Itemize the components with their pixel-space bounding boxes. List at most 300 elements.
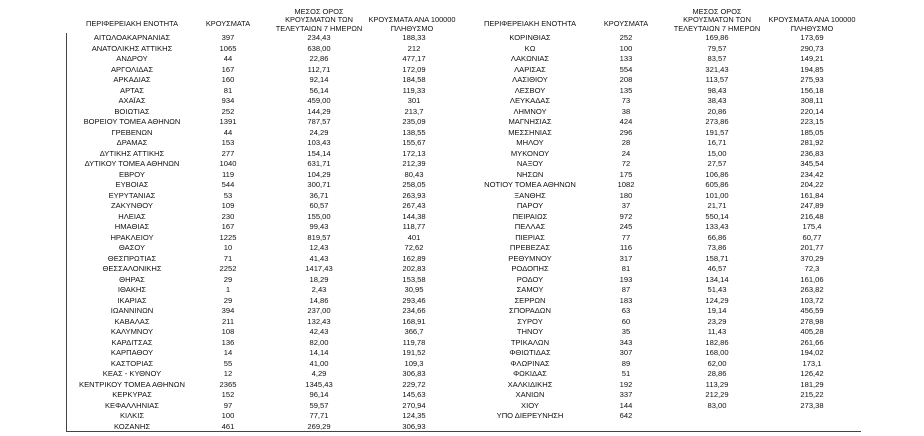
- cell-cases: 97: [223, 400, 233, 410]
- cell-avg: 41,00: [309, 358, 329, 368]
- cell-avg: 38,43: [707, 96, 727, 105]
- cell-per100k: 477,17: [402, 54, 426, 63]
- cell-avg: 79,57: [707, 43, 727, 53]
- table-row: [464, 191, 862, 202]
- cases-table: [66, 2, 861, 433]
- cell-avg: 60,57: [309, 201, 329, 210]
- table-row: [464, 359, 862, 370]
- cell-cases: 37: [621, 201, 631, 210]
- cell-avg: 269,29: [307, 421, 331, 431]
- cell-per100k: 156,18: [800, 85, 824, 95]
- cell-per100k: 220,14: [800, 106, 824, 116]
- table-row: [464, 222, 862, 233]
- cell-avg: 22,86: [309, 54, 329, 63]
- table-row: [464, 159, 862, 170]
- cell-region: ΥΠΟ ΔΙΕΡΕΥΝΗΣΗ: [496, 411, 564, 420]
- table-row: [66, 243, 464, 254]
- table-row: [464, 327, 862, 338]
- table-row: [464, 201, 862, 212]
- cell-cases: 144: [619, 400, 633, 410]
- cell-per100k: 308,11: [800, 96, 824, 105]
- cell-cases: 252: [221, 106, 235, 116]
- cell-avg: 133,43: [705, 222, 729, 231]
- table-row: [66, 296, 464, 307]
- header-per-100k: ΚΡΟΥΣΜΑΤΑ ΑΝΑ 100000 ΠΛΗΘΥΣΜΟ: [368, 15, 456, 33]
- cell-region: ΕΒΡΟΥ: [119, 169, 145, 179]
- table-row: [464, 65, 862, 76]
- cell-region: ΚΕΡΚΥΡΑΣ: [112, 390, 152, 399]
- cell-region: ΚΟΡΙΝΘΙΑΣ: [509, 33, 551, 42]
- cell-cases: 1391: [219, 117, 237, 126]
- cell-cases: 152: [221, 390, 235, 399]
- cell-cases: 193: [619, 274, 633, 284]
- cell-cases: 136: [221, 337, 235, 347]
- cell-region: ΠΡΕΒΕΖΑΣ: [509, 243, 551, 252]
- cell-cases: 71: [223, 253, 233, 263]
- cell-avg: 83,00: [707, 400, 727, 410]
- cell-cases: 397: [221, 33, 235, 42]
- cell-per100k: 124,35: [402, 411, 426, 420]
- cell-per100k: 281,92: [800, 138, 824, 147]
- table-row: [464, 411, 862, 422]
- cell-per100k: 405,28: [800, 327, 824, 336]
- table-row: [66, 254, 464, 265]
- cell-region: ΚΑΡΠΑΘΟΥ: [110, 348, 154, 357]
- cell-per100k: 306,83: [402, 369, 426, 378]
- cell-per100k: 212: [407, 43, 421, 53]
- cell-per100k: 261,66: [800, 337, 824, 347]
- cell-avg: 103,43: [307, 138, 331, 147]
- cell-per100k: 168,91: [402, 316, 426, 326]
- cell-avg: 212,29: [705, 390, 729, 399]
- table-row: [66, 285, 464, 296]
- cell-per100k: 229,72: [402, 379, 426, 389]
- cell-avg: 4,29: [311, 369, 327, 378]
- cell-cases: 554: [619, 64, 633, 74]
- cell-region: ΜΗΛΟΥ: [516, 138, 544, 147]
- cell-region: ΦΘΙΩΤΙΔΑΣ: [509, 348, 551, 357]
- cell-avg: 234,43: [307, 33, 331, 42]
- table-row: [464, 149, 862, 160]
- cell-per100k: 191,52: [402, 348, 426, 357]
- table-row: [464, 348, 862, 359]
- cell-avg: 237,00: [307, 306, 331, 315]
- table-row: [66, 96, 464, 107]
- table-row: [66, 380, 464, 391]
- table-row: [66, 306, 464, 317]
- cell-region: ΘΕΣΣΑΛΟΝΙΚΗΣ: [102, 264, 162, 273]
- cell-per100k: 72,62: [404, 243, 424, 252]
- cell-region: ΚΕΑΣ - ΚΥΘΝΟΥ: [102, 369, 162, 378]
- cell-cases: 153: [221, 138, 235, 147]
- cell-avg: 12,43: [309, 243, 329, 252]
- cell-cases: 208: [619, 75, 633, 84]
- cell-cases: 12: [223, 369, 233, 378]
- cell-region: ΝΗΣΩΝ: [516, 169, 544, 179]
- cell-cases: 317: [619, 253, 633, 263]
- cell-region: ΝΑΞΟΥ: [516, 159, 544, 168]
- cell-cases: 934: [221, 96, 235, 105]
- cell-per100k: 145,63: [402, 390, 426, 399]
- cell-avg: 77,71: [309, 411, 329, 420]
- cell-avg: 41,43: [309, 253, 329, 263]
- cell-region: ΘΑΣΟΥ: [118, 243, 146, 252]
- cell-avg: 82,00: [309, 337, 329, 347]
- table-row: [66, 180, 464, 191]
- cell-cases: 183: [619, 295, 633, 305]
- cell-avg: 101,00: [705, 190, 729, 200]
- table-row: [66, 107, 464, 118]
- table-row: [464, 243, 862, 254]
- cell-avg: 15,00: [707, 148, 727, 158]
- cell-avg: 62,00: [707, 358, 727, 368]
- cell-per100k: 194,85: [800, 64, 824, 74]
- cell-cases: 2252: [219, 264, 237, 273]
- cell-cases: 28: [621, 138, 631, 147]
- cell-avg: 11,43: [707, 327, 727, 336]
- cell-per100k: 267,43: [402, 201, 426, 210]
- cell-avg: 182,86: [705, 337, 729, 347]
- cell-cases: 424: [619, 117, 633, 126]
- cell-avg: 550,14: [705, 211, 729, 221]
- cell-avg: 132,43: [307, 316, 331, 326]
- cell-avg: 99,43: [309, 222, 329, 231]
- cell-per100k: 223,15: [800, 117, 824, 126]
- table-row: [66, 327, 464, 338]
- cell-region: ΛΗΜΝΟΥ: [513, 106, 547, 116]
- cell-per100k: 366,7: [404, 327, 424, 336]
- cell-avg: 113,57: [705, 75, 729, 84]
- cell-cases: 29: [223, 274, 233, 284]
- table-row: [464, 138, 862, 149]
- cell-per100k: 204,22: [800, 180, 824, 189]
- cell-per100k: 103,72: [800, 295, 824, 305]
- cell-per100k: 401: [407, 232, 421, 242]
- cell-avg: 14,14: [309, 348, 329, 357]
- cell-region: ΦΩΚΙΔΑΣ: [513, 369, 547, 378]
- cell-per100k: 275,93: [800, 75, 824, 84]
- cell-cases: 44: [223, 54, 233, 63]
- cell-cases: 29: [223, 295, 233, 305]
- table-row: [66, 275, 464, 286]
- cell-region: ΔΥΤΙΚΟΥ ΤΟΜΕΑ ΑΘΗΝΩΝ: [84, 159, 180, 168]
- table-row: [66, 159, 464, 170]
- table-row: [464, 75, 862, 86]
- cell-cases: 35: [621, 327, 631, 336]
- cell-avg: 168,00: [705, 348, 729, 357]
- cell-region: ΚΟΖΑΝΗΣ: [113, 421, 151, 431]
- cell-cases: 38: [621, 106, 631, 116]
- table-row: [66, 149, 464, 160]
- cell-cases: 167: [221, 222, 235, 231]
- table-row: [464, 306, 862, 317]
- cell-per100k: 202,83: [402, 264, 426, 273]
- cell-region: ΑΡΤΑΣ: [120, 85, 144, 95]
- cell-region: ΛΕΣΒΟΥ: [514, 85, 546, 95]
- cell-per100k: 188,33: [402, 33, 426, 42]
- cell-region: ΜΕΣΣΗΝΙΑΣ: [508, 127, 552, 137]
- cell-avg: 169,86: [705, 33, 729, 42]
- cell-per100k: 153,58: [402, 274, 426, 284]
- cell-avg: 42,43: [309, 327, 329, 336]
- cell-avg: 92,14: [309, 75, 329, 84]
- cell-region: ΡΟΔΟΥ: [516, 274, 544, 284]
- table-row: [464, 86, 862, 97]
- cell-avg: 638,00: [307, 43, 331, 53]
- table-row: [464, 380, 862, 391]
- cell-per100k: 181,29: [800, 379, 824, 389]
- cell-avg: 300,71: [307, 180, 331, 189]
- cell-per100k: 173,69: [800, 33, 824, 42]
- cell-per100k: [762, 411, 862, 422]
- header-per-100k: ΚΡΟΥΣΜΑΤΑ ΑΝΑ 100000 ΠΛΗΘΥΣΜΟ: [768, 15, 856, 33]
- cell-cases: 277: [221, 148, 235, 158]
- table-row: [66, 170, 464, 181]
- cell-cases: 175: [619, 169, 633, 179]
- cell-region: ΡΟΔΟΠΗΣ: [511, 264, 549, 273]
- cell-per100k: 72,3: [804, 264, 820, 273]
- table-row: [464, 107, 862, 118]
- cell-avg: 112,71: [307, 64, 331, 74]
- cell-avg: 787,57: [307, 117, 331, 126]
- table-row: [66, 212, 464, 223]
- table-row: [464, 212, 862, 223]
- cell-region: ΙΩΑΝΝΙΝΩΝ: [110, 306, 154, 315]
- cell-avg: 819,57: [307, 232, 331, 242]
- cell-avg: 98,43: [707, 85, 727, 95]
- cell-cases: 1065: [219, 43, 237, 53]
- table-row: [66, 369, 464, 380]
- cell-per100k: 290,73: [800, 43, 824, 53]
- cell-region: ΕΥΡΥΤΑΝΙΑΣ: [108, 190, 156, 200]
- cell-per100k: 172,09: [402, 64, 426, 74]
- cell-avg: 144,29: [307, 106, 331, 116]
- cell-region: ΤΡΙΚΑΛΩΝ: [510, 337, 550, 347]
- cell-per100k: 456,59: [800, 306, 824, 315]
- table-row: [66, 390, 464, 401]
- cell-avg: 46,57: [707, 264, 727, 273]
- cell-cases: 642: [619, 411, 633, 420]
- table-row: [464, 390, 862, 401]
- cell-per100k: 263,82: [800, 285, 824, 294]
- cell-cases: 116: [619, 243, 633, 252]
- cell-cases: 119: [221, 169, 235, 179]
- cell-region: ΑΝΔΡΟΥ: [116, 54, 148, 63]
- cell-per100k: 144,38: [402, 211, 426, 221]
- cell-avg: 154,14: [307, 148, 331, 158]
- table-row: [464, 170, 862, 181]
- cell-avg: 14,86: [309, 295, 329, 305]
- cell-region: ΚΕΝΤΡΙΚΟΥ ΤΟΜΕΑ ΑΘΗΝΩΝ: [79, 379, 185, 389]
- cell-region: ΚΑΡΔΙΤΣΑΣ: [111, 337, 153, 347]
- cell-avg: 19,14: [707, 306, 727, 315]
- cell-per100k: 236,83: [800, 148, 824, 158]
- cell-region: ΑΡΓΟΛΙΔΑΣ: [110, 64, 154, 74]
- cell-region: ΛΑΚΩΝΙΑΣ: [510, 54, 550, 63]
- cell-per100k: 162,89: [402, 253, 426, 263]
- header-avg-7-days: ΜΕΣΟΣ ΟΡΟΣ ΚΡΟΥΣΜΑΤΩΝ ΤΩΝ ΤΕΛΕΥΤΑΙΩΝ 7 ΗΜΕΡΩΝ: [275, 6, 363, 33]
- cell-per100k: 155,67: [402, 138, 426, 147]
- cell-cases: 63: [621, 306, 631, 315]
- cell-per100k: 234,42: [800, 169, 824, 179]
- cell-region: ΒΟΡΕΙΟΥ ΤΟΜΕΑ ΑΘΗΝΩΝ: [83, 117, 181, 126]
- cell-avg: 66,86: [707, 232, 727, 242]
- cell-per100k: 109,3: [404, 358, 424, 368]
- cell-avg: 124,29: [705, 295, 729, 305]
- cell-cases: 192: [619, 379, 633, 389]
- cell-per100k: 119,78: [402, 337, 426, 347]
- cell-avg: 28,86: [707, 369, 727, 378]
- cell-region: ΣΑΜΟΥ: [516, 285, 544, 294]
- cell-per100k: 345,54: [800, 159, 824, 168]
- cell-cases: 337: [619, 390, 633, 399]
- table-row: [66, 401, 464, 412]
- cell-per100k: 161,06: [800, 274, 824, 284]
- cell-per100k: 194,02: [800, 348, 824, 357]
- cell-avg: 273,86: [705, 117, 729, 126]
- cell-avg: 2,43: [311, 285, 327, 294]
- cell-avg: 56,14: [309, 85, 329, 95]
- cell-cases: 544: [221, 180, 235, 189]
- cell-cases: 44: [223, 127, 233, 137]
- table-row: [66, 222, 464, 233]
- cell-avg: 1417,43: [305, 264, 333, 273]
- header-region: ΠΕΡΙΦΕΡΕΙΑΚΗ ΕΝΟΤΗΤΑ: [484, 18, 576, 28]
- table-row: [66, 233, 464, 244]
- header-cases: ΚΡΟΥΣΜΑΤΑ: [603, 18, 649, 28]
- cell-per100k: 201,77: [800, 243, 824, 252]
- table-row: [464, 401, 862, 412]
- cell-region: ΔΥΤΙΚΗΣ ΑΤΤΙΚΗΣ: [99, 148, 165, 158]
- cell-avg: 51,43: [707, 285, 727, 294]
- cell-avg: 16,71: [707, 138, 727, 147]
- cell-region: ΝΟΤΙΟΥ ΤΟΜΕΑ ΑΘΗΝΩΝ: [484, 180, 576, 189]
- cell-per100k: 234,66: [402, 306, 426, 315]
- cell-region: ΛΕΥΚΑΔΑΣ: [509, 96, 551, 105]
- cell-region: ΚΑΒΑΛΑΣ: [114, 316, 150, 326]
- cell-cases: 53: [223, 190, 233, 200]
- header-region: ΠΕΡΙΦΕΡΕΙΑΚΗ ΕΝΟΤΗΤΑ: [86, 18, 178, 28]
- cell-cases: 55: [223, 358, 233, 368]
- cell-cases: 307: [619, 348, 633, 357]
- cell-per100k: 30,95: [404, 285, 424, 294]
- cell-per100k: 270,94: [402, 400, 426, 410]
- cell-per100k: 173,1: [802, 358, 822, 368]
- cell-avg: 459,00: [307, 96, 331, 105]
- cell-region: ΗΡΑΚΛΕΙΟΥ: [110, 232, 154, 242]
- cell-avg: 106,86: [705, 169, 729, 179]
- cell-per100k: 175,4: [802, 222, 822, 231]
- table-row: [464, 96, 862, 107]
- cell-avg: 1345,43: [305, 379, 333, 389]
- cell-region: ΘΕΣΠΡΩΤΙΑΣ: [107, 253, 157, 263]
- cell-cases: 89: [621, 358, 631, 368]
- cell-avg: 113,29: [705, 379, 729, 389]
- cell-cases: 211: [221, 316, 235, 326]
- cell-avg: 20,86: [707, 106, 727, 116]
- cell-cases: 10: [223, 243, 233, 252]
- table-row: [66, 65, 464, 76]
- cell-per100k: 80,43: [404, 169, 424, 179]
- cell-region: ΙΘΑΚΗΣ: [117, 285, 147, 294]
- header-avg-7-days: ΜΕΣΟΣ ΟΡΟΣ ΚΡΟΥΣΜΑΤΩΝ ΤΩΝ ΤΕΛΕΥΤΑΙΩΝ 7 ΗΜΕΡΩΝ: [673, 6, 761, 33]
- cell-region: ΠΑΡΟΥ: [516, 201, 544, 210]
- cell-region: ΗΛΕΙΑΣ: [118, 211, 146, 221]
- cell-avg: 321,43: [705, 64, 729, 74]
- header-cases: ΚΡΟΥΣΜΑΤΑ: [205, 18, 251, 28]
- table-row: [464, 117, 862, 128]
- cell-per100k: 370,29: [800, 253, 824, 263]
- cell-per100k: 184,58: [402, 75, 426, 84]
- cell-cases: 135: [619, 85, 633, 95]
- cell-avg: 23,29: [707, 316, 727, 326]
- cell-per100k: 216,48: [800, 211, 824, 221]
- table-row: [464, 54, 862, 65]
- cell-region: ΘΗΡΑΣ: [119, 274, 145, 284]
- table-row: [464, 317, 862, 328]
- table-row: [66, 33, 464, 44]
- cell-region: ΚΑΣΤΟΡΙΑΣ: [110, 358, 154, 368]
- cell-cases: 461: [221, 421, 235, 431]
- cell-avg: 158,71: [705, 253, 729, 263]
- cell-cases: 1040: [219, 159, 237, 168]
- table-row: [464, 128, 862, 139]
- cell-region: ΑΧΑΪΑΣ: [118, 96, 146, 105]
- cell-avg: 191,57: [705, 127, 729, 137]
- table-row: [66, 359, 464, 370]
- table-row: [66, 54, 464, 65]
- cell-region: ΧΙΟΥ: [521, 400, 539, 410]
- table-row: [464, 338, 862, 349]
- cell-cases: 72: [621, 159, 631, 168]
- cell-cases: 230: [221, 211, 235, 221]
- cell-region: ΚΙΛΚΙΣ: [119, 411, 145, 420]
- cell-cases: 73: [621, 96, 631, 105]
- cell-cases: 394: [221, 306, 235, 315]
- table-row: [464, 180, 862, 191]
- cell-region: ΒΟΙΩΤΙΑΣ: [114, 106, 150, 116]
- cell-cases: 245: [619, 222, 633, 231]
- cell-region: ΗΜΑΘΙΑΣ: [114, 222, 150, 231]
- table-row: [66, 264, 464, 275]
- cell-region: ΚΕΦΑΛΛΗΝΙΑΣ: [104, 400, 160, 410]
- cell-region: ΜΥΚΟΝΟΥ: [510, 148, 550, 158]
- table-row: [464, 44, 862, 55]
- cell-per100k: 60,77: [802, 232, 822, 242]
- cell-per100k: 119,33: [402, 85, 426, 95]
- cell-region: ΑΡΚΑΔΙΑΣ: [113, 75, 151, 84]
- cell-region: ΣΕΡΡΩΝ: [514, 295, 546, 305]
- cell-avg: 36,71: [309, 190, 329, 200]
- cell-per100k: 263,93: [402, 190, 426, 200]
- cell-region: ΠΙΕΡΙΑΣ: [515, 232, 545, 242]
- cell-per100k: 301: [407, 96, 421, 105]
- cell-avg: 59,57: [309, 400, 329, 410]
- cell-cases: 1: [225, 285, 231, 294]
- table-row: [66, 338, 464, 349]
- cell-cases: 87: [621, 285, 631, 294]
- table-row: [464, 33, 862, 44]
- table-row: [66, 128, 464, 139]
- table-row: [66, 317, 464, 328]
- cell-cases: 1225: [219, 232, 237, 242]
- table-row: [66, 75, 464, 86]
- cell-per100k: 306,93: [402, 421, 426, 431]
- cell-per100k: 293,46: [402, 295, 426, 305]
- cell-per100k: 235,09: [402, 117, 426, 126]
- cell-per100k: 118,77: [402, 222, 426, 231]
- cell-region: ΧΑΛΚΙΔΙΚΗΣ: [507, 379, 553, 389]
